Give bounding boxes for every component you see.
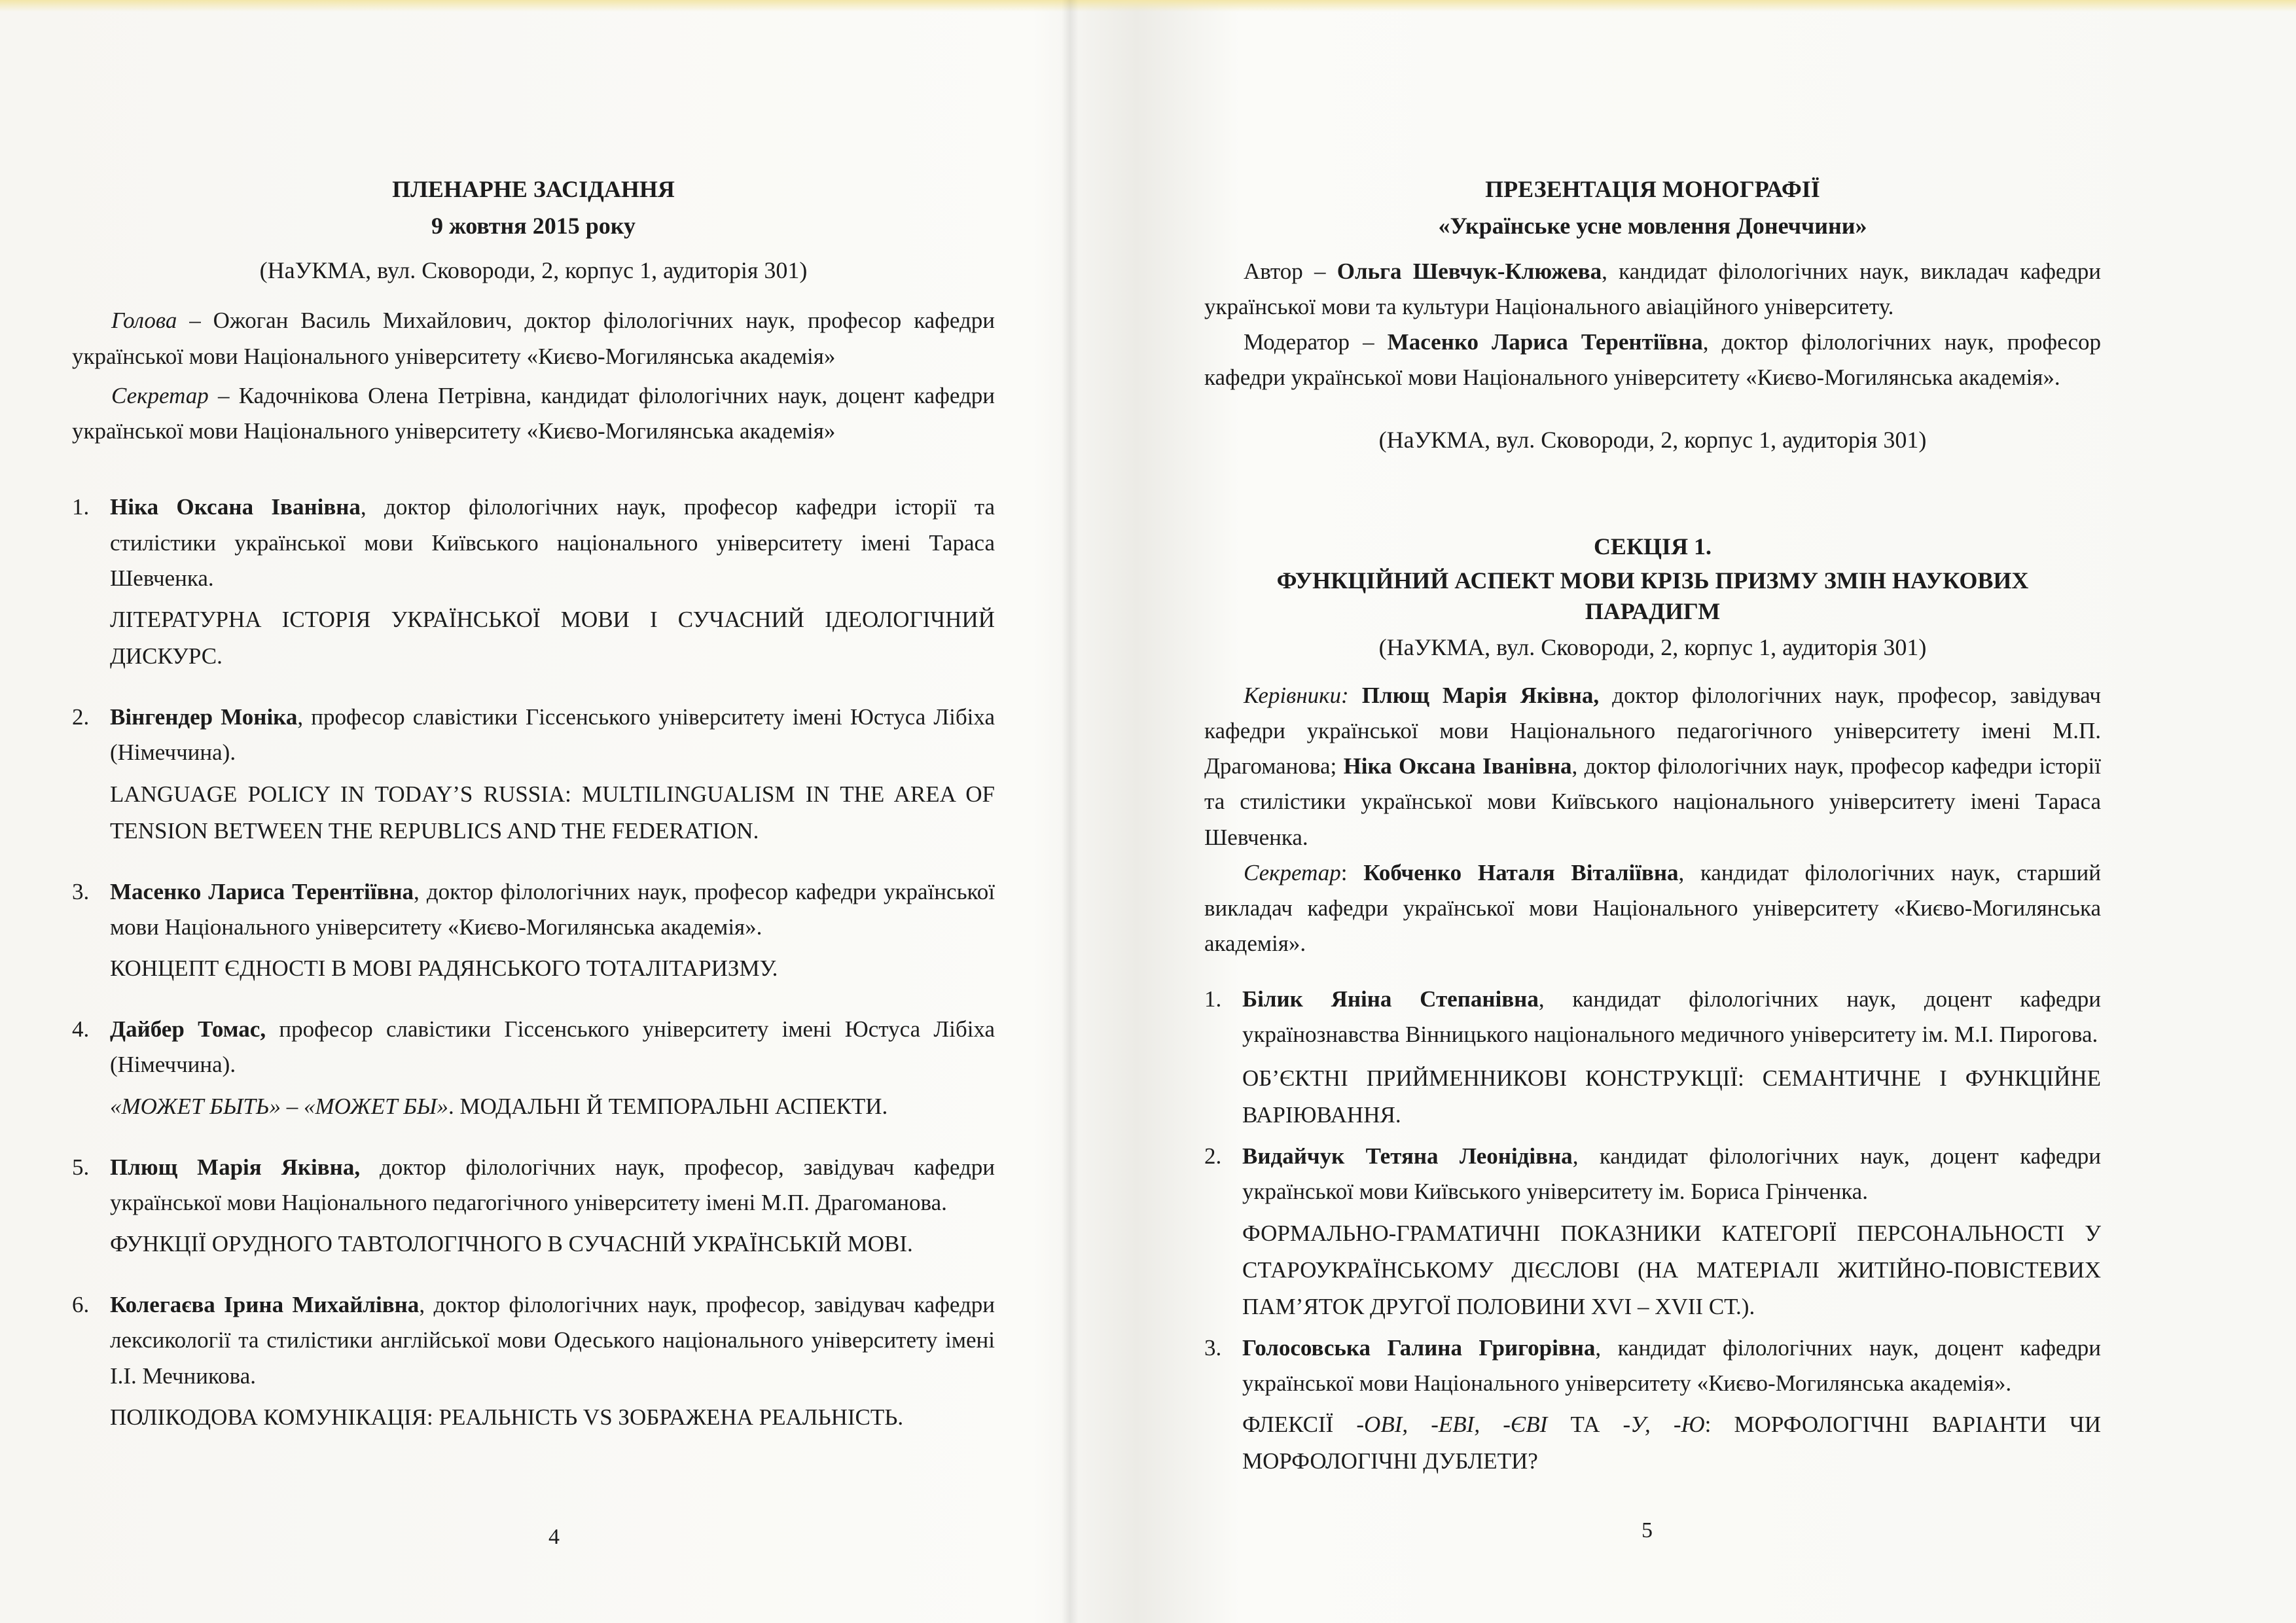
speaker-name: Вінгендер Моніка — [110, 704, 298, 730]
talk-topic-rest: . МОДАЛЬНІ Й ТЕМПОРАЛЬНІ АСПЕКТИ. — [448, 1093, 888, 1119]
section-subtitle: ФУНКЦІЙНИЙ АСПЕКТ МОВИ КРІЗЬ ПРИЗМУ ЗМІН НАУКОВИХ ПАРАДИГМ — [1276, 567, 2029, 624]
speaker-affiliation: професор славістики Гіссенського університету імені Юстуса Лібіха (Німеччина). — [110, 1016, 995, 1078]
leader-text: , доктор філологічних наук, професор кафедри історії та стилістики української мови Київського національного університету імені Тараса Шевченка. — [1204, 753, 2101, 850]
speaker-affiliation: , кандидат філологічних наук, доцент кафедри української мови Київського університету ім. Бориса Грінченка. — [1242, 1143, 2101, 1205]
item-number: 3. — [72, 878, 90, 904]
author-text: , кандидат філологічних наук, викладач кафедри української мови та культури Національного авіаційного університету. — [1204, 258, 2101, 319]
leaders-paragraph — [1204, 678, 2101, 855]
presentation-location: (НаУКМА, вул. Сковороди, 2, корпус 1, аудиторія 301) — [1378, 426, 1927, 453]
talk-topic-italic: «МОЖЕТ БЫТЬ» – «МОЖЕТ БЫ» — [110, 1093, 448, 1119]
talk-topic: LANGUAGE POLICY IN TODAY’S RUSSIA: MULTILINGUALISM IN THE AREA OF TENSION BETWEEN THE REPUBLICS AND THE FEDERATION. — [110, 781, 995, 844]
author-paragraph — [1204, 254, 2101, 325]
talk-topic — [1242, 1406, 2101, 1480]
speaker-name: Видайчук Тетяна Леонідівна — [1242, 1143, 1573, 1169]
talk-topic — [110, 1088, 995, 1125]
secretary-text: , кандидат філологічних наук, старший викладач кафедри української мови Національного університету «Києво-Могилянська академія». — [1204, 859, 2101, 957]
moderator-text: , доктор філологічних наук, професор кафедри української мови Національного університету «Києво-Могилянська академія». — [1204, 329, 2102, 391]
section-secretary-paragraph: Секретар: Кобченко Наталя Віталіївна, кандидат філологічних наук, старший викладач кафедри української мови Національного університету «Києво-Могилянська академія». — [1204, 859, 2101, 957]
leaders-role: Керівники: — [1244, 682, 1349, 708]
author-role: Автор – — [1244, 258, 1337, 284]
section-title: СЕКЦІЯ 1. — [1593, 533, 1712, 560]
page-number: 5 — [1641, 1518, 1653, 1543]
talk-topic-part: ТА — [1547, 1412, 1623, 1438]
secretary-role: Секретар — [111, 382, 209, 408]
speaker-name: Колегаєва Ірина Михайлівна — [110, 1292, 420, 1318]
speaker-name: Масенко Лариса Терентіївна — [110, 878, 414, 904]
item-number: 2. — [1204, 1143, 1222, 1169]
item-number: 2. — [72, 704, 90, 730]
author-name: Ольга Шевчук-Клюжева — [1336, 258, 1602, 284]
speaker-name: Голосовська Галина Григорівна — [1242, 1334, 1596, 1361]
speaker-affiliation: , професор славістики Гіссенського університету імені Юстуса Лібіха (Німеччина). — [110, 704, 995, 766]
plenary-location: (НаУКМА, вул. Сковороди, 2, корпус 1, аудиторія 301) — [259, 257, 808, 283]
section-location: (НаУКМА, вул. Сковороди, 2, корпус 1, аудиторія 301) — [1378, 633, 1927, 660]
talk-topic: КОНЦЕПТ ЄДНОСТІ В МОВІ РАДЯНСЬКОГО ТОТАЛІТАРИЗМУ. — [110, 955, 778, 982]
secretary-role: Секретар — [1244, 859, 1341, 885]
speaker-name: Плющ Марія Яківна, — [110, 1154, 361, 1180]
moderator-name: Масенко Лариса Терентіївна — [1387, 329, 1703, 355]
list-item — [72, 700, 995, 849]
item-number: 3. — [1204, 1334, 1222, 1361]
talk-topic-italic: -У, -Ю — [1623, 1412, 1705, 1438]
secretary-name: Кобченко Наталя Віталіївна — [1363, 859, 1679, 885]
chair-role: Голова — [111, 308, 177, 334]
list-item — [1204, 1330, 2101, 1480]
talk-topic-italic: -ОВІ, -ЕВІ, -ЄВІ — [1356, 1412, 1548, 1438]
speaker-name: Білик Яніна Степанівна — [1242, 986, 1539, 1012]
presentation-title: ПРЕЗЕНТАЦІЯ МОНОГРАФІЇ — [1485, 176, 1820, 202]
speaker-affiliation: доктор філологічних наук, професор, завідувач кафедри української мови Національного педагогічного університету імені М.П. Драгоманова. — [110, 1154, 995, 1215]
item-number: 5. — [72, 1154, 90, 1180]
monograph-title: «Українське усне мовлення Донеччини» — [1438, 212, 1867, 239]
list-item — [72, 490, 995, 675]
speaker-affiliation: , кандидат філологічних наук, доцент кафедри українознавства Вінницького національного медичного університету ім. М.І. Пирогова. — [1242, 986, 2101, 1047]
list-item — [1204, 1139, 2101, 1325]
section-speakers-list — [1204, 982, 2101, 1480]
speaker-affiliation: , доктор філологічних наук, професор кафедри української мови Національного університету «Києво-Могилянська академія». — [110, 878, 995, 940]
speaker-name: Дайбер Томас, — [110, 1016, 266, 1043]
list-item — [72, 1012, 995, 1125]
talk-topic: ФУНКЦІЇ ОРУДНОГО ТАВТОЛОГІЧНОГО В СУЧАСНІЙ УКРАЇНСЬКІЙ МОВІ. — [110, 1231, 913, 1257]
talk-topic: ЛІТЕРАТУРНА ІСТОРІЯ УКРАЇНСЬКОЇ МОВИ І СУЧАСНИЙ ІДЕОЛОГІЧНИЙ ДИСКУРС. — [110, 607, 995, 669]
list-item — [1204, 982, 2101, 1134]
speaker-affiliation: , кандидат філологічних наук, доцент кафедри української мови Національного університету «Києво-Могилянська академія». — [1242, 1334, 2101, 1396]
item-number: 1. — [72, 494, 90, 520]
right-page — [1204, 0, 2101, 1623]
talk-topic: ПОЛІКОДОВА КОМУНІКАЦІЯ: РЕАЛЬНІСТЬ VS ЗОБРАЖЕНА РЕАЛЬНІСТЬ. — [110, 1404, 904, 1430]
plenary-date: 9 жовтня 2015 року — [431, 212, 636, 239]
list-item — [72, 874, 995, 988]
talk-topic-part: : МОРФОЛОГІЧНІ ВАРІАНТИ ЧИ МОРФОЛОГІЧНІ ДУБЛЕТИ? — [1242, 1412, 2102, 1474]
talk-topic-part: ФЛЕКСІЇ — [1242, 1412, 1357, 1438]
chair-text: – Ожоган Василь Михайлович, доктор філологічних наук, професор кафедри української мови Національного університету «Києво-Могилянська академія» — [72, 308, 995, 369]
talk-topic: ФОРМАЛЬНО-ГРАМАТИЧНІ ПОКАЗНИКИ КАТЕГОРІЇ ПЕРСОНАЛЬНОСТІ У СТАРОУКРАЇНСЬКОМУ ДІЄСЛОВІ (НА МАТЕРІАЛІ ЖИТІЙНО-ПОВІСТЕВИХ ПАМ’ЯТОК ДРУГОЇ ПОЛОВИНИ XVI – XVII СТ.). — [1242, 1220, 2101, 1319]
leader-name: Ніка Оксана Іванівна — [1343, 753, 1572, 779]
item-number: 6. — [72, 1292, 90, 1318]
speaker-affiliation: , доктор філологічних наук, професор кафедри історії та стилістики української мови Київського національного університету імені Тараса Шевченка. — [110, 494, 996, 591]
secretary-paragraph — [72, 378, 995, 450]
secretary-text: – Кадочнікова Олена Петрівна, кандидат філологічних наук, доцент кафедри української мови Національного університету «Києво-Могилянська академія» — [72, 382, 995, 444]
speaker-name: Ніка Оксана Іванівна — [110, 494, 361, 520]
moderator-paragraph — [1204, 325, 2101, 396]
booklet-spine — [1062, 0, 1079, 1623]
plenary-title: ПЛЕНАРНЕ ЗАСІДАННЯ — [392, 176, 675, 202]
list-item — [72, 1150, 995, 1263]
talk-topic: ОБ’ЄКТНІ ПРИЙМЕННИКОВІ КОНСТРУКЦІЇ: СЕМАНТИЧНЕ І ФУНКЦІЙНЕ ВАРІЮВАННЯ. — [1242, 1065, 2101, 1128]
item-number: 4. — [72, 1016, 90, 1043]
chair-paragraph — [72, 303, 995, 374]
list-item — [72, 1287, 995, 1436]
page-number: 4 — [548, 1525, 560, 1549]
leader-name: Плющ Марія Яківна, — [1361, 682, 1600, 708]
left-page — [72, 0, 995, 1623]
leader-text: доктор філологічних наук, професор, завідувач кафедри української мови Національного педагогічного університету імені М.П. Драгоманова; — [1204, 682, 2101, 779]
plenary-speakers-list — [72, 490, 995, 1436]
item-number: 1. — [1204, 986, 1222, 1012]
moderator-role: Модератор – — [1244, 329, 1388, 355]
speaker-affiliation: , доктор філологічних наук, професор, завідувач кафедри лексикології та стилістики англійської мови Одеського національного університету імені І.І. Мечникова. — [110, 1292, 996, 1389]
